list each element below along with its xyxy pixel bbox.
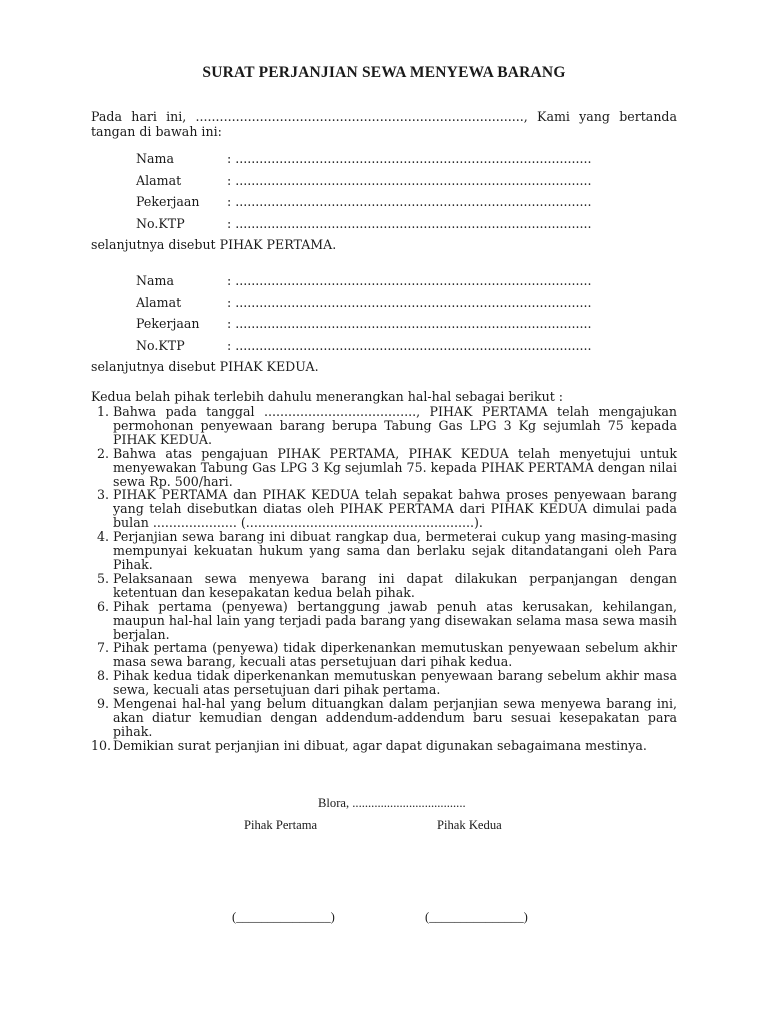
field-value: : ......................................................................................... xyxy=(227,316,592,331)
field-no-ktp xyxy=(136,338,606,360)
clause-number: 7. xyxy=(96,640,109,656)
clause-number: 5. xyxy=(96,570,109,586)
list-item xyxy=(91,600,677,642)
field-value: : ......................................................................................... xyxy=(227,337,592,353)
field-pekerjaan xyxy=(136,194,606,216)
document-title: SURAT PERJANJIAN SEWA MENYEWA BARANG xyxy=(202,64,566,81)
clause-text: Mengenai hal-hal yang belum dituangkan dalam perjanjian sewa menyewa barang ini, akan diatur kemudian dengan addendum-addendum baru sesuai kesepakatan para pihak. xyxy=(113,696,677,739)
list-item xyxy=(91,405,677,447)
field-no-ktp xyxy=(136,216,606,238)
clause-number: 1. xyxy=(96,404,109,419)
list-item xyxy=(91,697,677,739)
field-alamat xyxy=(136,173,606,195)
clause-number: 9. xyxy=(96,696,109,712)
list-item xyxy=(91,488,677,530)
clause-text: Pihak kedua tidak diperkenankan memutuskan penyewaan barang sebelum akhir masa sewa, kecuali atas persetujuan dari pihak pertama. xyxy=(113,668,677,698)
clause-text: PIHAK PERTAMA dan PIHAK KEDUA telah sepakat bahwa proses penyewaan barang yang telah disebutkan diatas oleh PIHAK PERTAMA dari PIHAK KEDUA dimulai pada bulan ..................... (.........................................................). xyxy=(113,487,677,531)
party-two-designation: selanjutnya disebut PIHAK KEDUA. xyxy=(91,359,319,374)
clause-text: Perjanjian sewa barang ini dibuat rangkap dua, bermeterai cukup yang masing-masing mempunyai kekuatan hukum yang sama dan berlaku sejak ditandatangani oleh Para Pihak. xyxy=(113,529,677,572)
clause-number: 2. xyxy=(96,445,109,461)
list-item xyxy=(91,530,677,572)
party-one-designation: selanjutnya disebut PIHAK PERTAMA. xyxy=(91,237,337,252)
field-value: : ......................................................................................... xyxy=(227,215,592,231)
field-label: No.KTP xyxy=(136,337,185,353)
field-value: : ......................................................................................... xyxy=(227,151,592,166)
field-nama xyxy=(136,151,606,173)
list-item xyxy=(91,572,677,600)
clause-list xyxy=(91,405,677,753)
field-value: : ......................................................................................... xyxy=(227,172,592,188)
clauses-lead: Kedua belah pihak terlebih dahulu menerangkan hal-hal sebagai berikut : xyxy=(91,389,564,404)
field-label: Nama xyxy=(136,273,174,288)
field-label: Alamat xyxy=(136,294,182,310)
field-label: Nama xyxy=(136,151,174,166)
clause-text: Pihak pertama (penyewa) bertanggung jawab penuh atas kerusakan, kehilangan, maupun hal-hal lain yang terjadi pada barang yang disewakan selama masa sewa masih berjalan. xyxy=(113,598,677,642)
list-item xyxy=(91,641,677,669)
signature-line-pertama: (_______________) xyxy=(232,910,335,924)
field-label: Pekerjaan xyxy=(136,194,200,209)
field-value: : ......................................................................................... xyxy=(227,194,592,209)
field-value: : ......................................................................................... xyxy=(227,294,592,310)
pihak-pertama-label: Pihak Pertama xyxy=(244,818,318,832)
clause-number: 8. xyxy=(96,668,109,684)
clause-text: Demikian surat perjanjian ini dibuat, agar dapat digunakan sebagaimana mestinya. xyxy=(113,737,647,753)
clause-number: 4. xyxy=(96,529,109,545)
field-label: Pekerjaan xyxy=(136,316,200,331)
clause-number: 6. xyxy=(96,598,109,614)
clause-text: Pelaksanaan sewa menyewa barang ini dapat dilakukan perpanjangan dengan ketentuan dan kesepakatan kedua belah pihak. xyxy=(113,570,677,600)
party-two-fields xyxy=(136,273,606,359)
field-label: No.KTP xyxy=(136,215,185,231)
party-one-fields xyxy=(136,151,606,237)
list-item xyxy=(91,739,677,753)
pihak-kedua-label: Pihak Kedua xyxy=(437,818,502,832)
clause-number: 3. xyxy=(96,487,109,503)
field-nama xyxy=(136,273,606,295)
intro-paragraph: Pada hari ini, .................................................................................., Kami yang bertanda tangan di bawah ini: xyxy=(91,109,677,139)
field-pekerjaan xyxy=(136,316,606,338)
list-item xyxy=(91,669,677,697)
field-alamat xyxy=(136,295,606,317)
signature-line-kedua: (_______________) xyxy=(425,910,528,924)
clause-text: Bahwa atas pengajuan PIHAK PERTAMA, PIHAK KEDUA telah menyetujui untuk menyewakan Tabung Gas LPG 3 Kg sejumlah 75. kepada PIHAK PERTAMA dengan nilai sewa Rp. 500/hari. xyxy=(113,445,677,489)
field-value: : ......................................................................................... xyxy=(227,273,592,288)
list-item xyxy=(91,447,677,489)
field-label: Alamat xyxy=(136,172,182,188)
clause-text: Pihak pertama (penyewa) tidak diperkenankan memutuskan penyewaan sebelum akhir masa sewa barang, kecuali atas persetujuan dari pihak kedua. xyxy=(113,640,677,670)
clause-text: Bahwa pada tanggal ......................................, PIHAK PERTAMA telah mengajukan permohonan penyewaan barang berupa Tabung Gas LPG 3 Kg sejumlah 75 kepada PIHAK KEDUA. xyxy=(113,404,677,447)
place-date: Blora, .................................... xyxy=(318,796,466,810)
clause-number: 10. xyxy=(91,737,112,753)
